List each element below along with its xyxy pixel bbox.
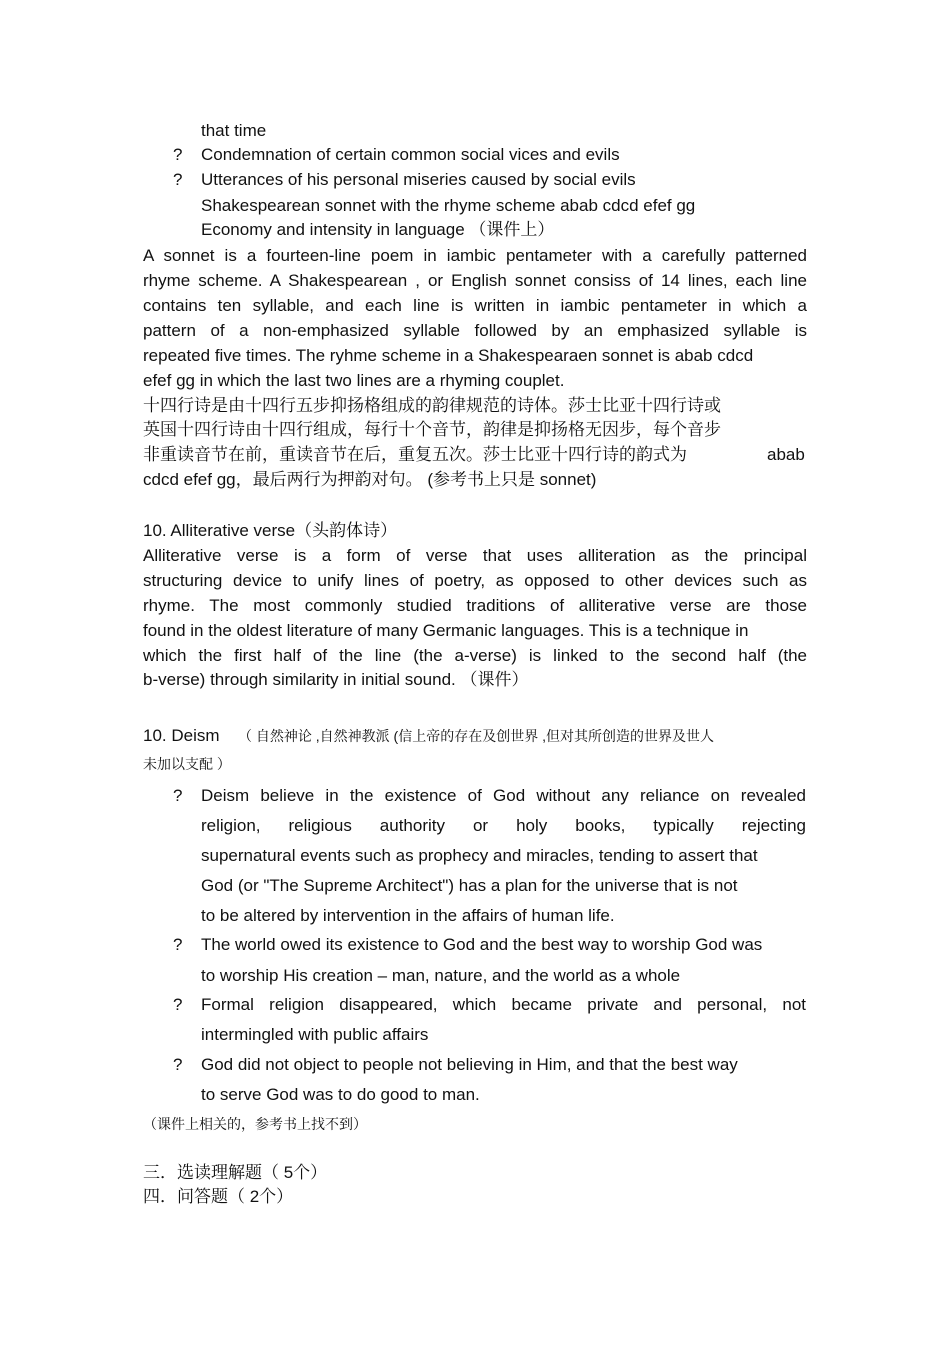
deism-bullet-line: to worship His creation – man, nature, and the world as a whole [201,966,681,985]
alliterative-line: which the first half of the line (the a-verse) is linked to the second half (the [143,646,807,665]
sonnet-line: pattern of a non-emphasized syllable followed by an emphasized syllable is [143,321,807,340]
sonnet-summary-line: Shakespearean sonnet with the rhyme scheme abab cdcd efef gg [201,196,696,215]
deism-bullet-line: The world owed its existence to God and the best way to worship God was [201,935,763,954]
deism-bullet-line: to be altered by intervention in the affairs of human life. [201,906,615,925]
sonnet-zh-line: 英国十四行诗由十四行组成，每行十个音节，韵律是抑扬格无因步，每个音步 [143,420,721,439]
sonnet-line: efef gg in which the last two lines are a rhyming couplet. [143,371,565,390]
bullet-marker: ? [173,145,183,164]
bullet-marker: ? [173,1055,183,1074]
deism-heading: 10. Deism [143,726,220,745]
sonnet-line: repeated five times. The ryhme scheme in a Shakespearaen sonnet is abab cdcd [143,346,754,365]
sonnet-line: A sonnet is a fourteen-line poem in iambic pentameter with a carefully patterned [143,246,807,265]
alliterative-line: found in the oldest literature of many Germanic languages. This is a technique in [143,621,749,640]
sonnet-zh-line: 十四行诗是由十四行五步抑扬格组成的韵律规范的诗体。莎士比亚十四行诗或 [143,396,721,415]
deism-bullet-line: supernatural events such as prophecy and miracles, tending to assert that [201,846,758,865]
alliterative-line: b-verse) through similarity in initial sound. （课件） [143,670,529,689]
deism-note: （课件上相关的，参考书上找不到） [143,1116,367,1132]
continuation-line: that time [201,121,267,140]
deism-bullet-line: to serve God was to do good to man. [201,1085,480,1104]
alliterative-line: Alliterative verse is a form of verse that uses alliteration as the principal [143,546,807,565]
bullet-marker: ? [173,170,183,189]
sonnet-zh-line-tail: abab [767,445,805,464]
economy-line: Economy and intensity in language （课件上） [201,220,555,239]
deism-bullet-line: God did not object to people not believing in Him, and that the best way [201,1055,738,1074]
deism-bullet-line: intermingled with public affairs [201,1025,429,1044]
deism-heading-note: （ 自然神论 ,自然神教派 (信上帝的存在及创世界 ,但对其所创造的世界及世人 [238,728,714,744]
bullet-text: Condemnation of certain common social vices and evils [201,145,620,164]
alliterative-heading: 10. Alliterative verse（头韵体诗） [143,521,398,540]
bullet-marker: ? [173,786,183,805]
bullet-marker: ? [173,995,183,1014]
alliterative-line: rhyme. The most commonly studied traditions of alliterative verse are those [143,596,807,615]
sonnet-zh-line: 非重读音节在前，重读音节在后，重复五次。莎士比亚十四行诗的韵式为 [143,445,687,464]
deism-bullet-line: God (or "The Supreme Architect") has a plan for the universe that is not [201,876,738,895]
section-heading-4: 四．问答题（ 2个） [143,1187,294,1206]
sonnet-zh-line: cdcd efef gg，最后两行为押韵对句。 (参考书上只是 sonnet) [143,470,597,489]
alliterative-line: structuring device to unify lines of poetry, as opposed to other devices such as [143,571,807,590]
sonnet-line: contains ten syllable, and each line is written in iambic pentameter in which a [143,296,807,315]
section-heading-3: 三．选读理解题（ 5个） [143,1163,328,1182]
sonnet-line: rhyme scheme. A Shakespearean , or English sonnet consiss of 14 lines, each line [143,271,807,290]
deism-bullet-line: Deism believe in the existence of God without any reliance on revealed [201,786,806,805]
deism-bullet-line: religion, religious authority or holy books, typically rejecting [201,816,806,835]
deism-bullet-line: Formal religion disappeared, which became private and personal, not [201,995,806,1014]
bullet-text: Utterances of his personal miseries caused by social evils [201,170,636,189]
deism-heading-note-cont: 未加以支配 ） [143,756,231,772]
bullet-marker: ? [173,935,183,954]
